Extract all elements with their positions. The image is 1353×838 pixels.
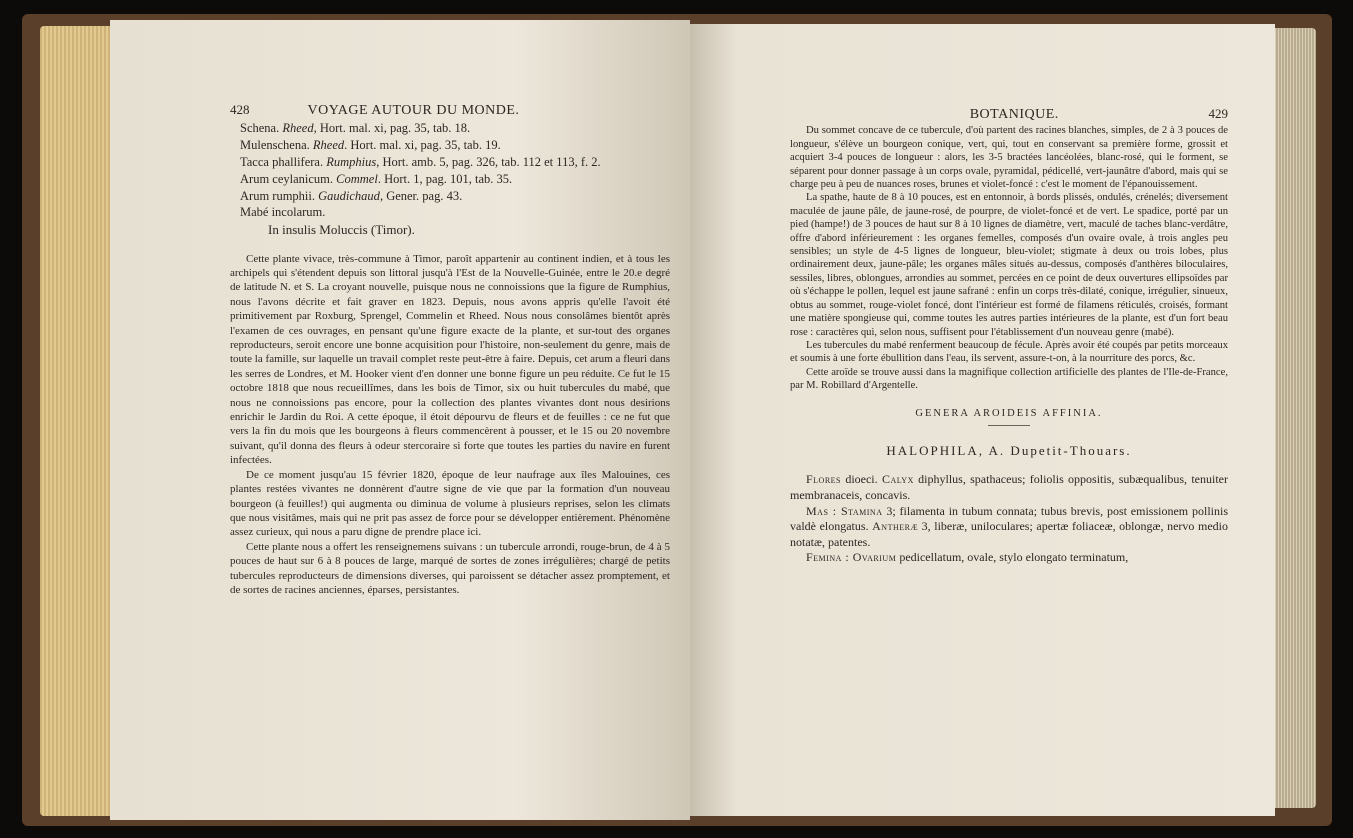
paragraph: Du sommet concave de ce tubercule, d'où partent des racines blanches, simples, de 2 à 3 pouces de longueur, s'élève un bourgeon conique, vert, qui, tout en conservant sa première forme, grossit et acquiert 3-4 pouces de longueur : alors, les 3-5 bractées lancéolées, blanc-rosé, qui le forment, se séparent pour donner passage à un corps ovale, pyramidal, pédicellé, vert-jaunâtre d'abord, mais qui se charge peu à peu de nuances roses, brunes et violet-foncé : c'est le moment de l'épanouissement. bbox=[790, 125, 1228, 191]
latin-description: Mas : Stamina 3; filamenta in tubum connata; tubus brevis, post emissionem pollinis valdè elongatus. Antheræ 3, liberæ, uniloculares; apertæ foliaceæ, oblongæ, nervo medio notatæ, patentes. bbox=[790, 503, 1228, 549]
synonym-line: Schena. Rheed, Hort. mal. xi, pag. 35, tab. 18. bbox=[240, 121, 471, 136]
synonym-line: Mulenschena. Rheed. Hort. mal. xi, pag. 35, tab. 19. bbox=[240, 138, 501, 153]
left-running-head bbox=[230, 103, 670, 118]
right-page-edges bbox=[1272, 28, 1316, 808]
paragraph: De ce moment jusqu'au 15 février 1820, époque de leur naufrage aux îles Malouines, ces plantes restées vivantes ne donnèrent d'autre signe de vie que par la formation d'un nouveau bourgeon (à feuilles!) qui augmenta ou diminua de volume à plusieurs reprises, selon les climats que nous visitâmes, mais qui ne prit pas assez de force pour se développer entièrement. Phénomène assez curieux, qui nous a paru digne de prendre place ici. bbox=[230, 468, 670, 539]
paragraph: Cette aroïde se trouve aussi dans la magnifique collection artificielle des plantes de l'Ile-de-France, par M. Robillard d'Argentelle. bbox=[790, 366, 1228, 392]
right-text-block bbox=[790, 107, 1228, 566]
left-text-block bbox=[230, 103, 670, 597]
right-page-number: 429 bbox=[1208, 106, 1228, 121]
right-page bbox=[690, 24, 1275, 816]
paragraph: Cette plante nous a offert les renseignemens suivans : un tubercule arrondi, rouge-brun, de 4 à 5 pouces de haut sur 6 à 8 pouces de large, marqué de sortes de zones irrégulières; chargé de petits tubercules reproducteurs de dimensions diverses, qui paroissent se détacher assez promptement, et de sortes de racines anciennes, éparses, persistantes. bbox=[230, 540, 670, 596]
left-running-title: VOYAGE AUTOUR DU MONDE. bbox=[307, 103, 520, 118]
latin-description: Flores dioeci. Calyx diphyllus, spathaceus; foliolis oppositis, subæqualibus, tenuiter membranaceis, concavis. bbox=[790, 472, 1228, 502]
paragraph: Cette plante vivace, très-commune à Timor, paroît appartenir au continent indien, et à tous les archipels qui s'étendent depuis son littoral jusqu'à l'Est de la Nouvelle-Guinée, entre le 20.e degré de latitude N. et S. La croyant nouvelle, puisque nous ne connoissions que la figure de Rumphius, nous l'avons décrite et fait graver en 1823. Depuis, nous avons appris qu'elle l'avoit été primitivement par Roxburg, Sprengel, Commelin et Rheed. Nous nous consolâmes bientôt après l'examen de ces ouvrages, en pensant qu'une figure exacte de la plante, et sur-tout des organes reproducteurs, seroit encore une bonne acquisition pour l'histoire, non-seulement du genre, mais de toute la famille, sur laquelle un travail complet reste peut-être à faire. Depuis, cet arum a fleuri dans les serres de Londres, et M. Hooker vient d'en donner une bonne figure un peu réduite. Ce fut le 15 octobre 1818 que nous recueillîmes, dans les bois de Timor, six ou huit tubercules du mabé, que nous ne connoissions pas encore, pour la collection des plantes vivantes dont nous desirions enrichir le Jardin du Roi. A cette époque, il étoit dépourvu de fleurs et de feuilles : ce ne fut que vers la fin du mois que les bourgeons à fleurs commencèrent à pousser, et le 15 ou 20 novembre suivant, qu'il donna des fleurs à odeur stercoraire si forte que toutes les parties du navire en furent infectées. bbox=[230, 252, 670, 467]
genus-title: HALOPHILA, A. Dupetit-Thouars. bbox=[886, 442, 1132, 458]
left-page-edges bbox=[40, 26, 110, 816]
paragraph: Les tubercules du mabé renferment beaucoup de fécule. Après avoir été coupés par petits morceaux et soumis à une forte ébullition dans l'eau, ils servent, assure-t-on, à la nourriture des porcs, &c. bbox=[790, 339, 1228, 365]
left-page-number: 428 bbox=[230, 102, 250, 117]
right-running-title: BOTANIQUE. bbox=[969, 107, 1059, 122]
synonym-line: Mabé incolarum. bbox=[240, 205, 326, 220]
divider bbox=[988, 425, 1030, 426]
section-heading: GENERA AROIDEIS AFFINIA. bbox=[915, 407, 1103, 419]
right-running-head bbox=[790, 107, 1228, 122]
synonym-line: Tacca phallifera. Rumphius, Hort. amb. 5, pag. 326, tab. 112 et 113, f. 2. bbox=[240, 155, 601, 169]
synonym-line: Arum rumphii. Gaudichaud, Gener. pag. 43. bbox=[240, 188, 463, 203]
synonym-line: Arum ceylanicum. Commel. Hort. 1, pag. 101, tab. 35. bbox=[240, 171, 513, 186]
habitat-line: In insulis Moluccis (Timor). bbox=[268, 222, 415, 238]
paragraph: La spathe, haute de 8 à 10 pouces, est en entonnoir, à bords plissés, ondulés, crénelés; diversement maculée de jaune pâle, de jaune-rosé, de pourpre, de violet-foncé et de vert. Le spadice, porté par un pied (hampe!) de 3 pouces de haut sur 8 à 10 lignes de diamètre, vert, maculé de taches blanc-verdâtre, offre d'abord inférieurement : les organes femelles, composés d'un ovaire ovale, à trois angles peu sensibles; un style de 4-5 lignes de longueur, bleu-violet; stigmate à deux ou trois lobes, plus ordinairement deux, jaune-pâle; les organes mâles situés au-dessus, composés d'anthères biloculaires, sessiles, libres, oblongues, arrondies au sommet, percées en ce point de deux ouvertures ellipsoïdes par où s'échappe le pollen, lequel est jaune safrané : enfin un corps très-dilaté, conique, irrégulier, sinueux, obtus au sommet, rouge-violet foncé, dont l'intérieur est formé de filamens réticulés, croisés, formant une matière spongieuse qui, comme toutes les autres parties intérieures de la plante, est d'un fort beau rose : caractères qui, selon nous, suffisent pour l'établissement d'un nouveau genre (mabé). bbox=[790, 192, 1228, 338]
left-page bbox=[110, 20, 690, 820]
latin-description: Femina : Ovarium pedicellatum, ovale, stylo elongato terminatum, bbox=[806, 550, 1129, 565]
